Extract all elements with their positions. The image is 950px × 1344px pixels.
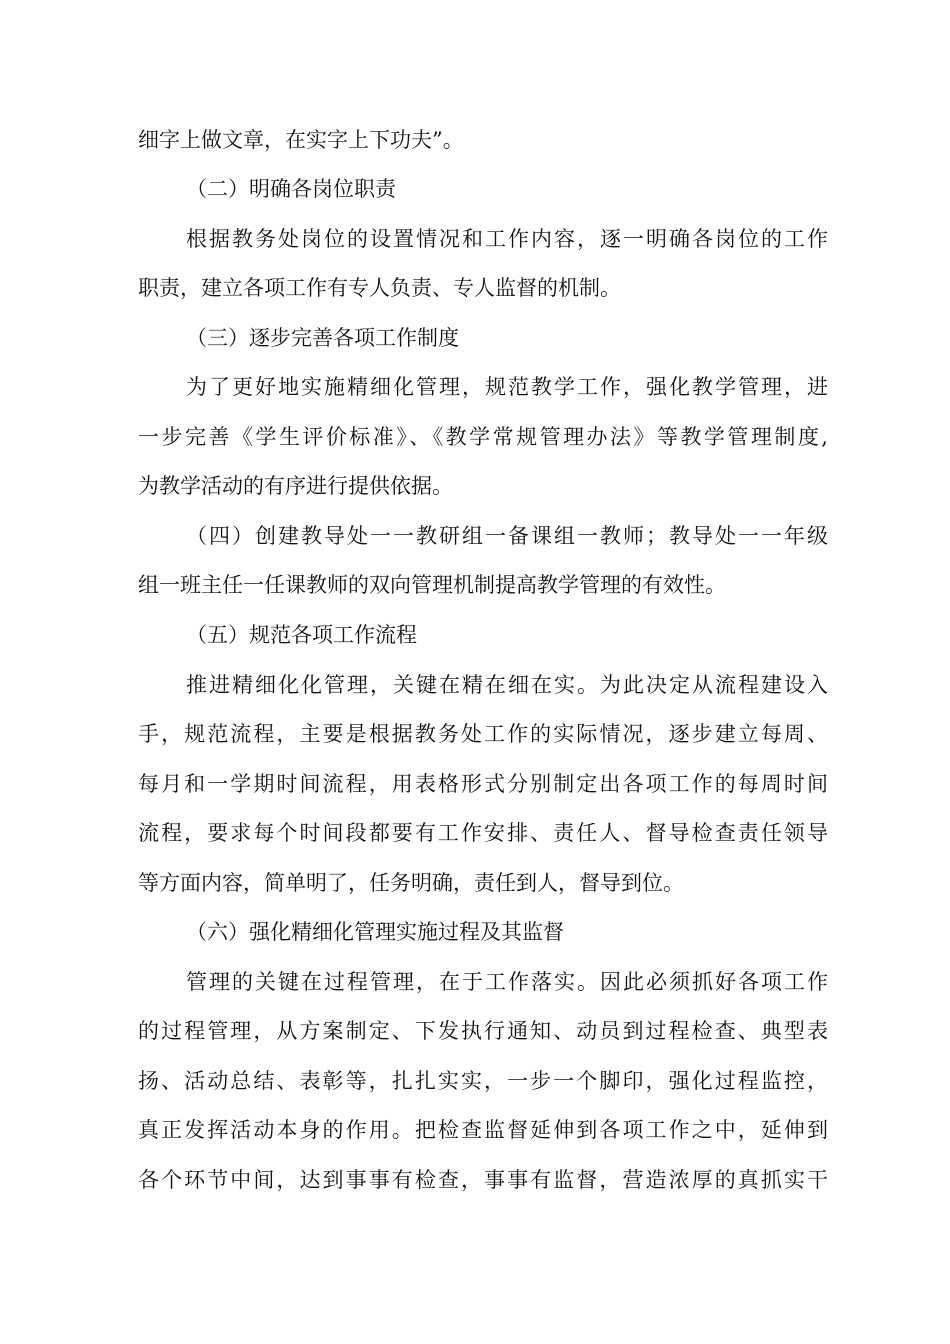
- paragraph-continuation-line: 细字上做文章，在实字上下功夫”。: [138, 128, 464, 152]
- paragraph-line: 每月和一学期时间流程，用表格形式分别制定出各项工作的每周时间: [138, 772, 828, 796]
- paragraph-line: 职责，建立各项工作有专人负责、专人监督的机制。: [138, 276, 621, 300]
- section-heading-6: （六）强化精细化管理实施过程及其监督: [186, 920, 564, 944]
- section-heading-3: （三）逐步完善各项工作制度: [186, 326, 459, 350]
- paragraph-line: 为教学活动的有序进行提供依据。: [138, 474, 453, 498]
- section-heading-2: （二）明确各岗位职责: [186, 177, 396, 201]
- paragraph-line: 的过程管理，从方案制定、下发执行通知、动员到过程检查、典型表: [138, 1019, 828, 1043]
- paragraph-line: 组一班主任一任课教师的双向管理机制提高教学管理的有效性。: [138, 573, 726, 597]
- paragraph-line: 手，规范流程，主要是根据教务处工作的实际情况，逐步建立每周、: [138, 722, 828, 746]
- paragraph-line: 一步完善《学生评价标准》、《教学常规管理办法》等教学管理制度,: [138, 425, 828, 449]
- paragraph-line: 根据教务处岗位的设置情况和工作内容，逐一明确各岗位的工作: [186, 227, 828, 251]
- paragraph-line: 推进精细化化管理，关键在精在细在实。为此决定从流程建设入: [186, 673, 828, 697]
- section-heading-4: （四）创建教导处一一教研组一备课组一教师；教导处一一年级: [186, 524, 828, 548]
- paragraph-line: 为了更好地实施精细化管理，规范教学工作，强化教学管理，进: [186, 375, 828, 399]
- paragraph-line: 真正发挥活动本身的作用。把检查监督延伸到各项工作之中，延伸到: [138, 1118, 828, 1142]
- section-heading-5: （五）规范各项工作流程: [186, 623, 417, 647]
- paragraph-line: 流程，要求每个时间段都要有工作安排、责任人、督导检查责任领导: [138, 821, 828, 845]
- paragraph-line: 管理的关键在过程管理，在于工作落实。因此必须抓好各项工作: [186, 970, 828, 994]
- paragraph-line: 各个环节中间，达到事事有检查，事事有监督，营造浓厚的真抓实干: [138, 1168, 828, 1192]
- paragraph-line: 等方面内容，简单明了，任务明确，责任到人，督导到位。: [138, 871, 684, 895]
- paragraph-line: 扬、活动总结、表彰等，扎扎实实，一步一个脚印，强化过程监控，: [138, 1069, 828, 1093]
